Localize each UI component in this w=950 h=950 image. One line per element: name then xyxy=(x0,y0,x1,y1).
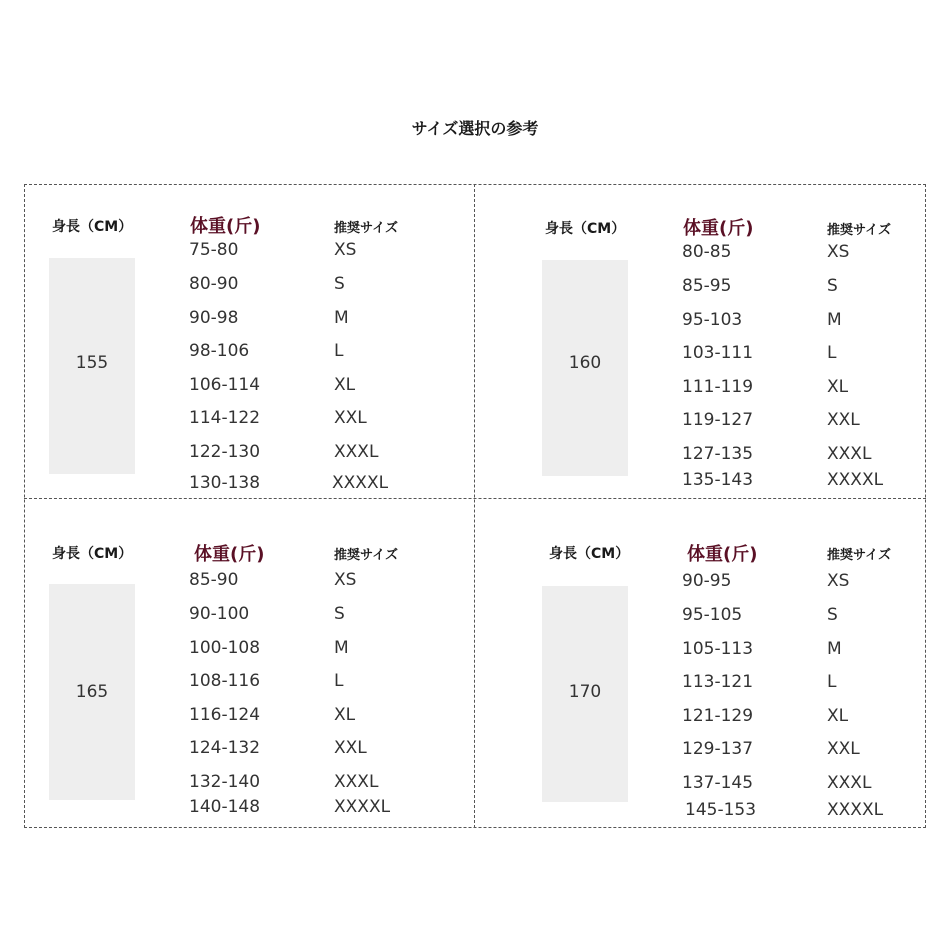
size-value: XL xyxy=(334,705,356,725)
size-value: XS xyxy=(827,571,850,591)
size-value: S xyxy=(827,276,838,296)
height-header: 身長（CM） xyxy=(549,546,630,562)
size-value: S xyxy=(334,274,345,294)
size-value: XXXXL xyxy=(827,800,884,820)
size-value: M xyxy=(334,308,349,328)
weight-range: 114-122 xyxy=(189,408,261,428)
size-value: XXL xyxy=(334,408,367,428)
weight-range: 105-113 xyxy=(682,639,754,659)
weight-range: 75-80 xyxy=(189,240,239,260)
size-value: XL xyxy=(827,706,849,726)
height-header: 身長（CM） xyxy=(52,546,133,562)
size-value: M xyxy=(827,639,842,659)
size-value: M xyxy=(334,638,349,658)
page-title: サイズ選択の参考 xyxy=(411,119,539,138)
size-value: XL xyxy=(827,377,849,397)
size-value: XS xyxy=(827,242,850,262)
size-panel-165 xyxy=(24,514,474,834)
weight-range: 113-121 xyxy=(682,672,754,692)
size-panel-170 xyxy=(517,514,950,834)
weight-range: 85-90 xyxy=(189,570,239,590)
weight-range: 90-100 xyxy=(189,604,250,624)
weight-range: 130-138 xyxy=(189,473,261,493)
height-header: 身長（CM） xyxy=(545,221,626,237)
size-header: 推奨サイズ xyxy=(827,223,891,238)
size-header: 推奨サイズ xyxy=(334,548,398,563)
weight-header: 体重(斤) xyxy=(687,544,758,565)
size-value: XXL xyxy=(827,739,860,759)
size-value: XXXXL xyxy=(332,473,389,493)
size-value: S xyxy=(334,604,345,624)
weight-range: 111-119 xyxy=(682,377,754,397)
weight-range: 103-111 xyxy=(682,343,754,363)
weight-header: 体重(斤) xyxy=(190,216,261,237)
size-value: XXXXL xyxy=(334,797,391,817)
height-header: 身長（CM） xyxy=(52,219,133,235)
weight-range: 108-116 xyxy=(189,671,261,691)
size-value: XXL xyxy=(334,738,367,758)
weight-range: 124-132 xyxy=(189,738,261,758)
weight-range: 116-124 xyxy=(189,705,261,725)
weight-range: 80-85 xyxy=(682,242,732,262)
weight-range: 137-145 xyxy=(682,773,754,793)
weight-header: 体重(斤) xyxy=(194,544,265,565)
height-value: 165 xyxy=(75,682,109,702)
weight-range: 95-105 xyxy=(682,605,743,625)
size-value: XXXL xyxy=(827,444,872,464)
size-value: XS xyxy=(334,240,357,260)
size-value: XS xyxy=(334,570,357,590)
weight-range: 127-135 xyxy=(682,444,754,464)
height-value: 160 xyxy=(568,353,602,373)
weight-range: 129-137 xyxy=(682,739,754,759)
weight-range: 121-129 xyxy=(682,706,754,726)
size-value: XXL xyxy=(827,410,860,430)
size-value: L xyxy=(334,671,344,691)
size-header: 推奨サイズ xyxy=(827,548,891,563)
size-value: M xyxy=(827,310,842,330)
size-panel-155 xyxy=(24,186,474,506)
size-value: L xyxy=(827,672,837,692)
height-value: 155 xyxy=(75,353,109,373)
size-header: 推奨サイズ xyxy=(334,221,398,236)
weight-range: 100-108 xyxy=(189,638,261,658)
size-value: XXXL xyxy=(827,773,872,793)
size-value: XL xyxy=(334,375,356,395)
weight-range: 85-95 xyxy=(682,276,732,296)
weight-range: 145-153 xyxy=(685,800,757,820)
weight-range: 90-95 xyxy=(682,571,732,591)
size-value: XXXL xyxy=(334,772,379,792)
grid-vertical-divider xyxy=(474,184,475,828)
weight-range: 122-130 xyxy=(189,442,261,462)
size-panel-160 xyxy=(517,188,950,508)
size-value: XXXXL xyxy=(827,470,884,490)
weight-header: 体重(斤) xyxy=(683,218,754,239)
weight-range: 90-98 xyxy=(189,308,239,328)
weight-range: 140-148 xyxy=(189,797,261,817)
size-value: XXXL xyxy=(334,442,379,462)
weight-range: 106-114 xyxy=(189,375,261,395)
weight-range: 135-143 xyxy=(682,470,754,490)
weight-range: 119-127 xyxy=(682,410,754,430)
height-value: 170 xyxy=(568,682,602,702)
weight-range: 132-140 xyxy=(189,772,261,792)
weight-range: 95-103 xyxy=(682,310,743,330)
weight-range: 98-106 xyxy=(189,341,250,361)
weight-range: 80-90 xyxy=(189,274,239,294)
size-value: L xyxy=(334,341,344,361)
size-value: S xyxy=(827,605,838,625)
size-value: L xyxy=(827,343,837,363)
